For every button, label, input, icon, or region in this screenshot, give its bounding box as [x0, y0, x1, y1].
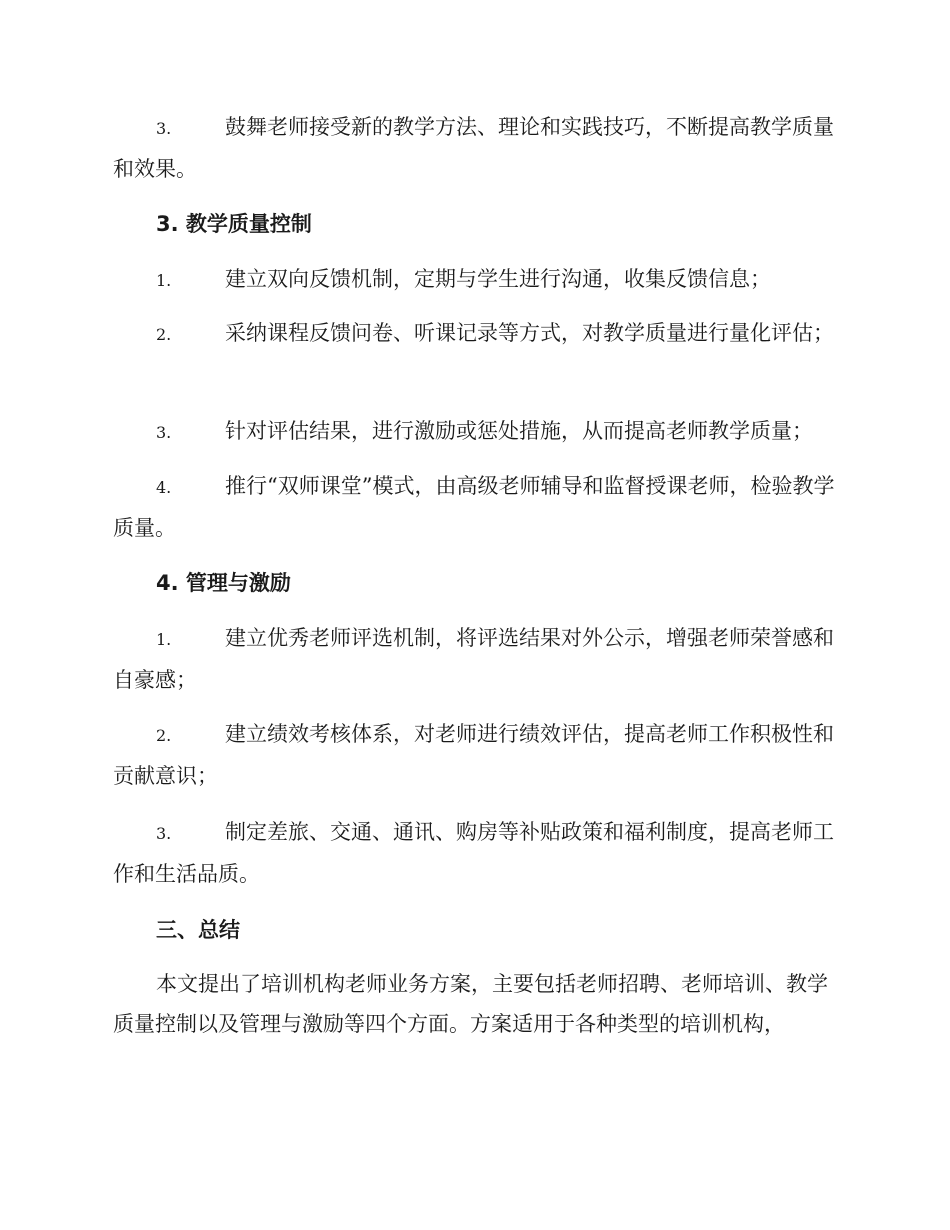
list-item-text: 采纳课程反馈问卷、听课记录等方式，对教学质量进行量化评估； [225, 321, 834, 345]
list-item-text: 建立优秀老师评选机制，将评选结果对外公示，增强老师荣誉感和自豪感； [113, 626, 834, 692]
list-item [113, 411, 835, 453]
list-item-number: 1. [156, 271, 172, 290]
list-item-text: 鼓舞老师接受新的教学方法、理论和实践技巧，不断提高教学质量和效果。 [113, 115, 834, 181]
list-item [113, 107, 835, 189]
summary-paragraph: 本文提出了培训机构老师业务方案，主要包括老师招聘、老师培训、教学质量控制以及管理与激励等四个方面。方案适用于各种类型的培训机构， [113, 972, 828, 1036]
list-item-number: 3. [156, 119, 172, 138]
list-item-text: 推行“双师课堂”模式，由高级老师辅导和监督授课老师，检验教学质量。 [113, 474, 835, 540]
list-item-number: 1. [156, 630, 172, 649]
list-item-number: 2. [156, 726, 172, 745]
section-heading-management: 4. 管理与激励 [156, 571, 291, 595]
list-item [113, 714, 835, 796]
list-item [113, 618, 835, 700]
list-item-number: 2. [156, 325, 172, 344]
list-item [113, 259, 835, 301]
list-item [113, 812, 835, 894]
section-heading-quality-control: 3. 教学质量控制 [156, 212, 312, 236]
list-item-text: 建立双向反馈机制，定期与学生进行沟通，收集反馈信息； [225, 267, 771, 291]
list-item [113, 466, 835, 548]
list-item-text: 针对评估结果，进行激励或惩处措施，从而提高老师教学质量； [225, 419, 813, 443]
list-item-text: 制定差旅、交通、通讯、购房等补贴政策和福利制度，提高老师工作和生活品质。 [113, 820, 834, 886]
section-heading-summary: 三、总结 [156, 918, 240, 942]
list-item-number: 4. [156, 478, 172, 497]
list-item [113, 313, 835, 355]
list-item-number: 3. [156, 423, 172, 442]
list-item-number: 3. [156, 824, 172, 843]
list-item-text: 建立绩效考核体系，对老师进行绩效评估，提高老师工作积极性和贡献意识； [113, 722, 834, 788]
